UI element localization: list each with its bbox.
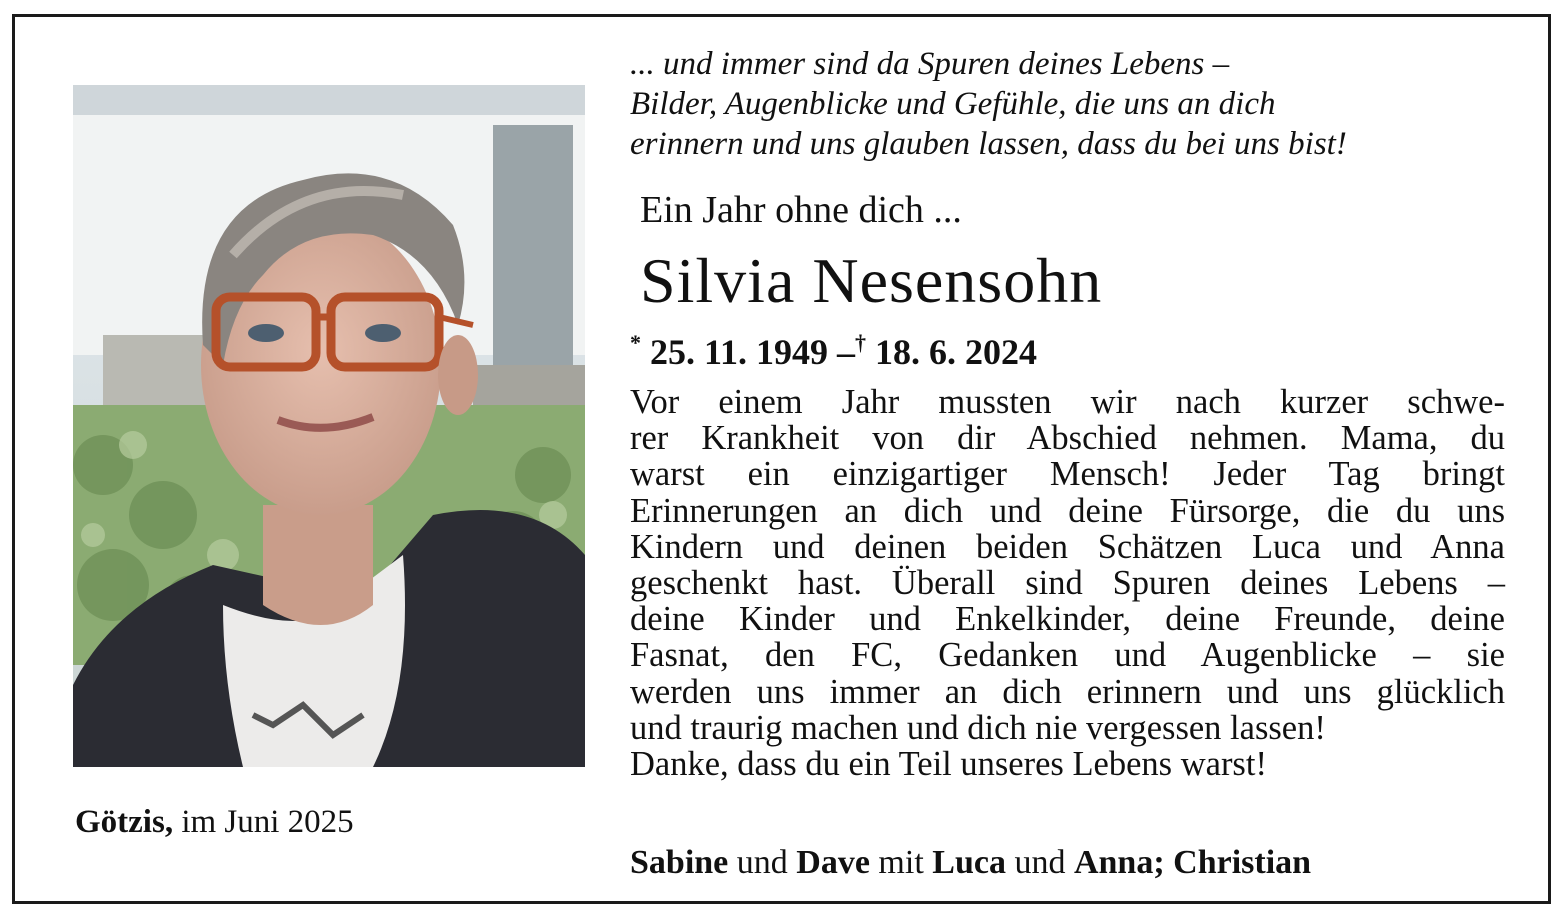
signer-name: Anna; — [1073, 844, 1165, 881]
text-line: rer Krankheit von dir Abschied nehmen. Mama, du — [630, 419, 1505, 458]
text-line: warst ein einzigartiger Mensch! Jeder Tag bringt — [630, 455, 1505, 494]
signer-name: Luca — [932, 844, 1006, 881]
text-line: und traurig machen und dich nie vergessen lassen! — [630, 708, 1326, 747]
signature-connector: und — [736, 844, 788, 881]
birth-symbol: * — [630, 330, 641, 355]
text-line: Vor einem Jahr mussten wir nach kurzer schwe- — [630, 383, 1505, 421]
text-line: Danke, dass du ein Teil unseres Lebens warst! — [630, 745, 1267, 784]
quote-line: erinnern und uns glauben lassen, dass du bei uns bist! — [630, 126, 1347, 162]
quote-line: Bilder, Augenblicke und Gefühle, die uns an dich — [630, 86, 1276, 122]
signature-line — [630, 844, 1505, 882]
signature-connector: und — [1014, 844, 1066, 881]
memorial-quote — [630, 44, 1505, 164]
text-line: deine Kinder und Enkelkinder, deine Freunde, deine — [630, 600, 1505, 639]
memorial-text — [630, 384, 1505, 782]
text-line: Fasnat, den FC, Gedanken und Augenblicke – sie — [630, 636, 1505, 675]
signer-name: Dave — [796, 844, 870, 881]
portrait-icon — [73, 85, 585, 767]
signer-name: Christian — [1173, 844, 1312, 881]
portrait-photo — [73, 85, 585, 767]
text-line: Kindern und deinen beiden Schätzen Luca und Anna — [630, 527, 1505, 566]
quote-line: ... und immer sind da Spuren deines Lebens – — [630, 46, 1230, 82]
life-dates — [630, 330, 1505, 373]
deceased-name: Silvia Nesensohn — [640, 245, 1103, 316]
text-line: Erinnerungen an dich und deine Fürsorge, die du uns — [630, 491, 1505, 530]
caption-date: im Juni 2025 — [181, 804, 354, 840]
signer-name: Sabine — [630, 844, 729, 881]
death-date: 18. 6. 2024 — [875, 332, 1038, 372]
place-date-caption — [75, 804, 354, 841]
text-line: geschenkt hast. Überall sind Spuren deines Lebens – — [630, 564, 1505, 603]
caption-place: Götzis, — [75, 804, 174, 840]
date-separator: – — [837, 332, 856, 372]
birth-date: 25. 11. 1949 — [650, 332, 829, 372]
intro-heading: Ein Jahr ohne dich ... — [640, 189, 962, 231]
text-line: werden uns immer an dich erinnern und uns glücklich — [630, 672, 1505, 711]
death-symbol: † — [855, 330, 867, 355]
signature-connector: mit — [878, 844, 924, 881]
